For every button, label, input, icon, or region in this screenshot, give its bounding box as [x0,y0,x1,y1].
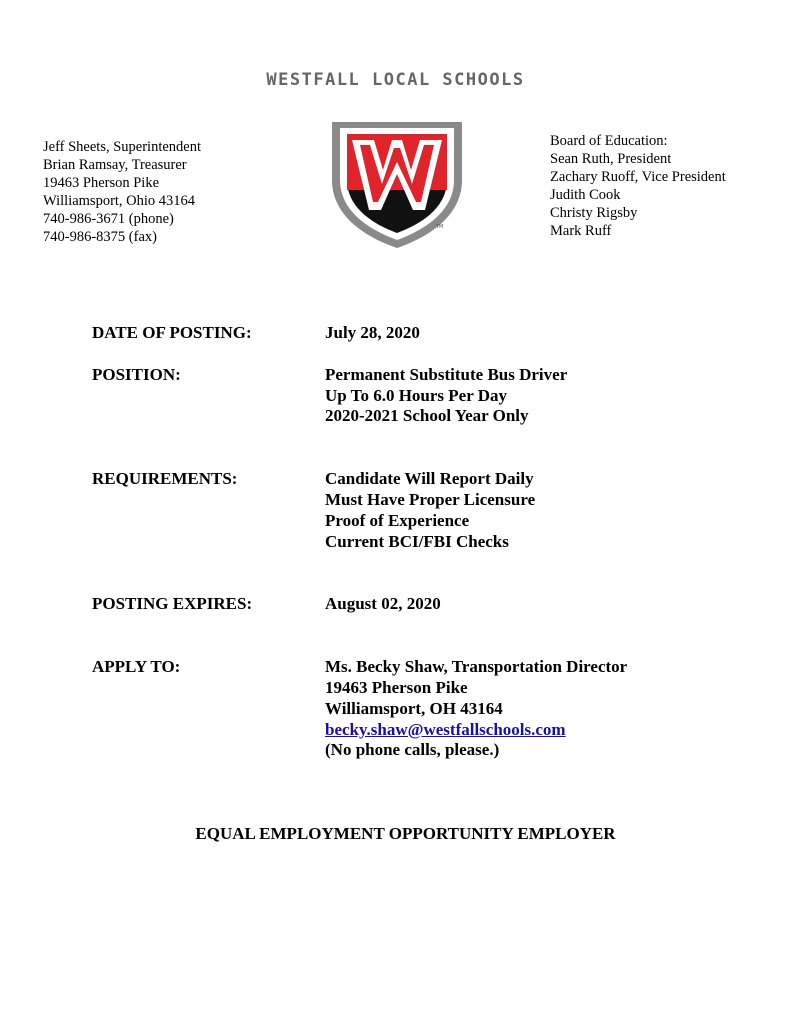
apply-contact-name: Ms. Becky Shaw, Transportation Director [325,657,628,677]
board-member: Judith Cook [550,187,621,203]
shield-logo-icon [328,118,466,250]
treasurer-line: Brian Ramsay, Treasurer [43,157,187,173]
requirement-item: Proof of Experience [325,510,470,530]
district-contact-block [43,138,201,246]
requirements-row [92,469,732,552]
posting-expires-row [92,594,732,615]
board-of-education-block [550,132,726,240]
board-member: Mark Ruff [550,223,612,239]
board-member: Christy Rigsby [550,205,638,221]
phone-line: 740-986-3671 (phone) [43,211,174,227]
requirement-item: Candidate Will Report Daily [325,469,534,489]
date-of-posting-value: July 28, 2020 [325,323,420,342]
requirement-item: Must Have Proper Licensure [325,489,536,509]
eeo-statement: EQUAL EMPLOYMENT OPPORTUNITY EMPLOYER [195,824,616,843]
position-title: Permanent Substitute Bus Driver [325,364,568,384]
school-name-heading: WESTFALL LOCAL SCHOOLS [266,70,525,90]
board-heading: Board of Education: [550,133,668,149]
position-label: POSITION: [92,364,181,384]
trademark-mark: TM [436,224,444,230]
superintendent-line: Jeff Sheets, Superintendent [43,139,201,155]
requirement-item: Current BCI/FBI Checks [325,531,509,551]
date-of-posting-label: DATE OF POSTING: [92,323,252,342]
position-row [92,365,732,427]
fax-line: 740-986-8375 (fax) [43,229,157,245]
posting-expires-value: August 02, 2020 [325,594,441,614]
apply-city-line: Williamsport, OH 43164 [325,698,503,718]
apply-email-link[interactable]: becky.shaw@westfallschools.com [325,719,566,739]
requirements-label: REQUIREMENTS: [92,469,238,489]
city-line: Williamsport, Ohio 43164 [43,193,196,209]
position-hours: Up To 6.0 Hours Per Day [325,385,507,405]
apply-note: (No phone calls, please.) [325,740,500,760]
date-of-posting-row [92,323,732,344]
apply-to-label: APPLY TO: [92,657,181,677]
apply-street-address: 19463 Pherson Pike [325,677,468,697]
apply-to-row [92,657,732,761]
street-address-line: 19463 Pherson Pike [43,175,159,191]
position-term: 2020-2021 School Year Only [325,406,529,426]
posting-expires-label: POSTING EXPIRES: [92,594,253,614]
board-member-vice-president: Zachary Ruoff, Vice President [550,169,726,185]
school-logo [328,118,466,250]
job-posting-details [92,323,732,761]
board-member-president: Sean Ruth, President [550,151,672,167]
